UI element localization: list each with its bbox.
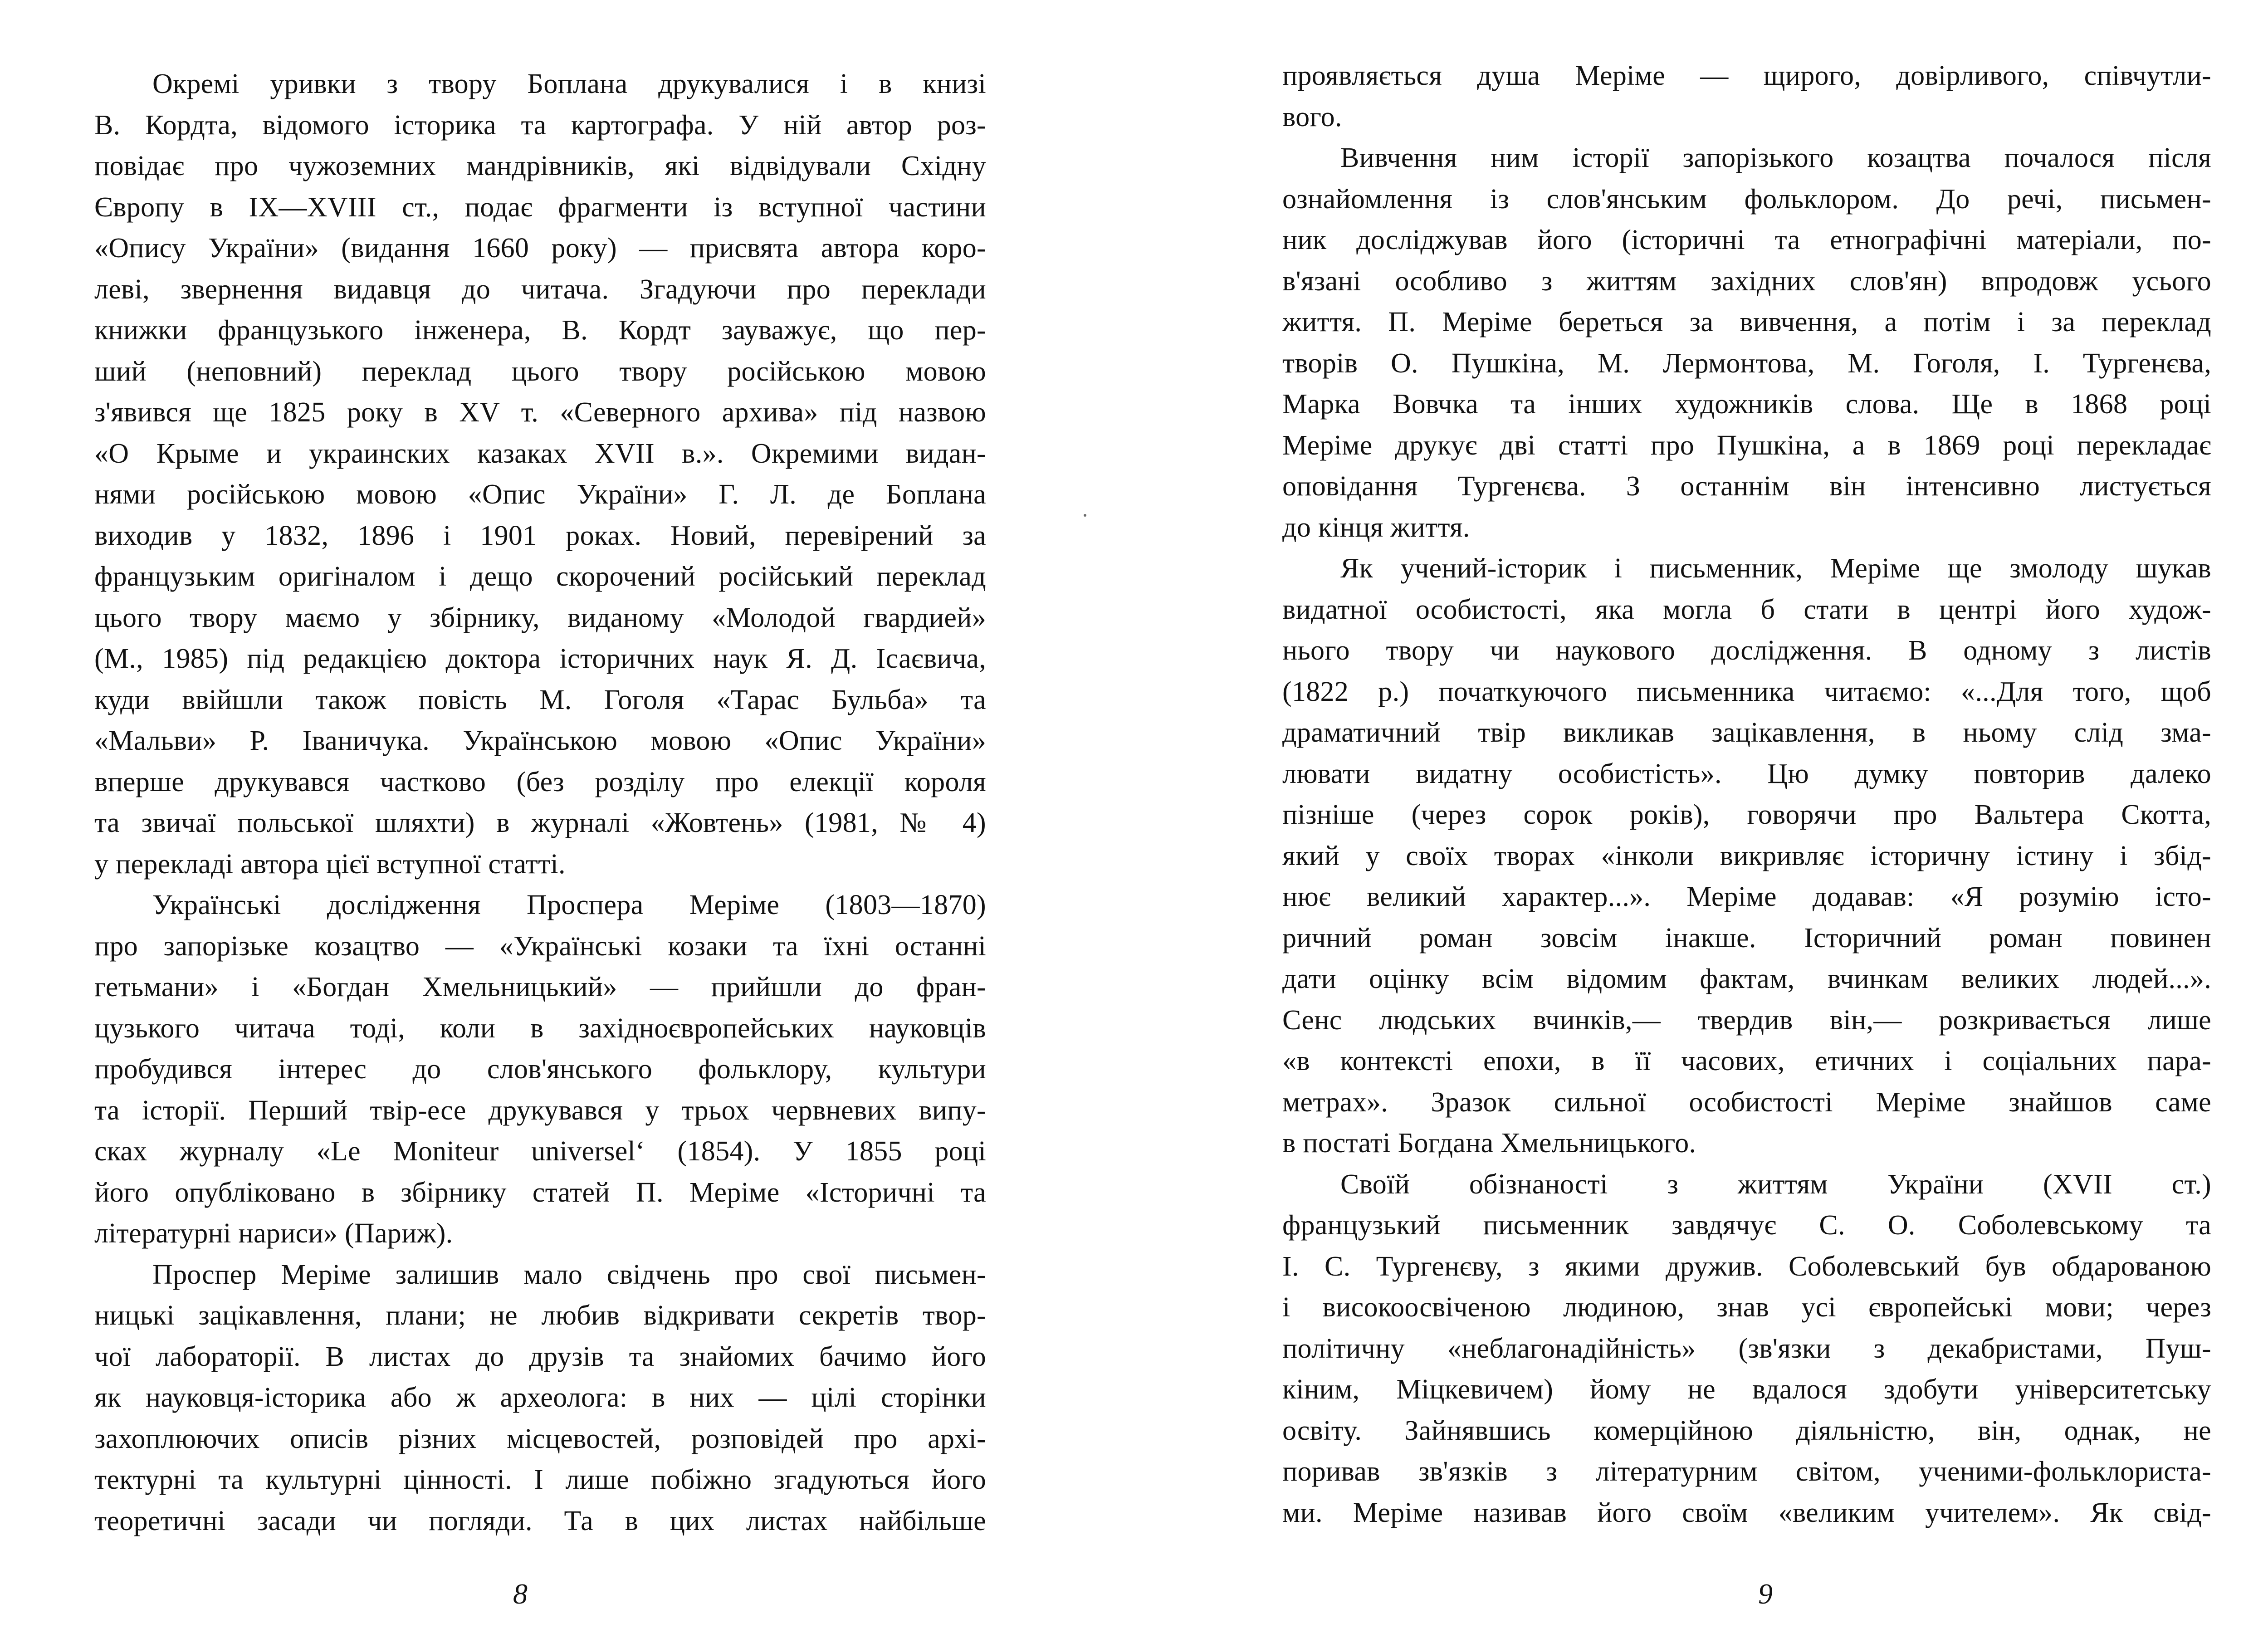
text-line: пробудився інтерес до слов'янського фольклору, культури	[94, 1054, 986, 1085]
page-number: 8	[513, 1578, 528, 1610]
page-number: 9	[1758, 1578, 1773, 1610]
text-line: леві, звернення видавця до читача. Згадуючи про переклади	[94, 274, 986, 305]
paragraph	[1282, 55, 2211, 137]
text-line: (1822 р.) початкуючого письменника читаємо: «...Для того, щоб	[1282, 676, 2211, 707]
text-line: Як учений-історик і письменник, Меріме ще змолоду шукав	[1340, 553, 2211, 584]
left-page-text	[94, 64, 986, 1541]
text-line: видатної особистості, яка могла б стати в центрі його худож-	[1282, 594, 2211, 625]
text-line: «Мальви» Р. Іваничука. Українською мовою «Опис України»	[94, 725, 986, 756]
paragraph	[1282, 137, 2211, 548]
text-line: з'явився ще 1825 року в XV т. «Северного архива» під назвою	[94, 397, 986, 428]
text-line: ший (неповний) переклад цього твору російською мовою	[94, 356, 986, 387]
text-line: французьким оригіналом і дещо скорочений російський переклад	[94, 561, 986, 592]
text-line: його опубліковано в збірнику статей П. Меріме «Історичні та	[94, 1177, 986, 1208]
text-line: освіту. Зайнявшись комерційною діяльністю, він, однак, не	[1282, 1415, 2211, 1446]
text-line: Проспер Меріме залишив мало свідчень про свої письмен-	[152, 1259, 986, 1290]
text-line: ник досліджував його (історичні та етнографічні матеріали, по-	[1282, 225, 2211, 255]
text-line: метрах». Зразок сильної особистості Меріме знайшов саме	[1282, 1086, 2211, 1118]
text-line: захоплюючих описів різних місцевостей, розповідей про архі-	[94, 1423, 986, 1454]
text-line: і високоосвіченою людиною, знав усі європейські мови; через	[1282, 1292, 2211, 1323]
text-line: ознайомлення із слов'янським фольклором. До речі, письмен-	[1282, 183, 2211, 215]
text-line: чої лабораторії. В листах до друзів та знайомих бачимо його	[94, 1341, 986, 1372]
text-line: Українські дослідження Проспера Меріме (1803—1870)	[152, 890, 986, 920]
text-line: цього твору маємо у збірнику, виданому «Молодой гвардией»	[94, 602, 986, 633]
paragraph	[1282, 1164, 2211, 1534]
text-line: який у своїх творах «інколи викривляє історичну істину і збід-	[1282, 840, 2211, 871]
text-line: «О Крыме и украинских казаках XVII в.». Окремими видан-	[94, 438, 986, 469]
text-line: Окремі уривки з твору Боплана друкувалися і в книзі	[152, 68, 986, 99]
text-line: життя. П. Меріме береться за вивчення, а потім і за переклад	[1282, 307, 2211, 337]
paragraph	[94, 1254, 986, 1542]
text-line: ницькі зацікавлення, плани; не любив відкривати секретів твор-	[94, 1300, 986, 1331]
text-line: як науковця-історика або ж археолога: в них — цілі сторінки	[94, 1382, 986, 1413]
text-line: книжки французького інженера, В. Кордт зауважує, що пер-	[94, 315, 986, 346]
text-line: лювати видатну особистість». Цю думку повторив далеко	[1282, 758, 2211, 789]
paragraph	[94, 64, 986, 885]
text-line: нями російською мовою «Опис України» Г. Л. де Боплана	[94, 479, 986, 510]
text-line: в постаті Богдана Хмельницького.	[1282, 1128, 1696, 1159]
text-line: (М., 1985) під редакцією доктора історичних наук Я. Д. Ісаєвича,	[94, 643, 986, 674]
text-line: ричний роман зовсім інакше. Історичний роман повинен	[1282, 922, 2211, 954]
text-line: творів О. Пушкіна, М. Лермонтова, М. Гоголя, І. Тургенєва,	[1282, 347, 2211, 379]
text-line: літературні нариси» (Париж).	[94, 1218, 453, 1249]
text-line: драматичний твір викликав зацікавлення, в ньому слід зма-	[1282, 717, 2211, 748]
text-line: гетьмани» і «Богдан Хмельницький» — прийшли до фран-	[94, 972, 986, 1002]
text-line: французький письменник завдячує С. О. Соболевському та	[1282, 1210, 2211, 1241]
text-line: І. С. Тургенєву, з якими дружив. Соболевський був обдарованою	[1282, 1251, 2211, 1282]
text-line: та звичаї польської шляхти) в журналі «Жовтень» (1981, № 4)	[94, 807, 986, 838]
text-line: тектурні та культурні цінності. І лише побіжно згадуються його	[94, 1464, 986, 1495]
text-line: кіним, Міцкевичем) йому не вдалося здобути університетську	[1282, 1374, 2211, 1405]
text-line: поривав зв'язків з літературним світом, ученими-фольклориста-	[1282, 1456, 2211, 1487]
right-page	[1156, 0, 2268, 1643]
text-line: вого.	[1282, 101, 1342, 132]
text-line: Марка Вовчка та інших художників слова. Ще в 1868 році	[1282, 389, 2211, 420]
text-line: в'язані особливо з життям західних слов'ян) впродовж усього	[1282, 265, 2211, 297]
right-page-text	[1282, 55, 2211, 1533]
text-line: вперше друкувався частково (без розділу про елекції короля	[94, 766, 986, 797]
text-line: куди ввійшли також повість М. Гоголя «Тарас Бульба» та	[94, 684, 986, 715]
text-line: «Опису України» (видання 1660 року) — присвята автора коро-	[94, 233, 986, 264]
paragraph	[1282, 548, 2211, 1164]
text-line: та історії. Перший твір-есе друкувався у трьох червневих випу-	[94, 1095, 986, 1126]
text-line: Вивчення ним історії запорізького козацтва почалося після	[1340, 142, 2211, 173]
text-line: нього твору чи наукового дослідження. В одному з листів	[1282, 635, 2211, 666]
text-line: політичну «неблагонадійність» (зв'язки з декабристами, Пуш-	[1282, 1333, 2211, 1364]
text-line: В. Кордта, відомого історика та картографа. У ній автор роз-	[94, 109, 986, 141]
text-line: проявляється душа Меріме — щирого, довірливого, співчутли-	[1282, 60, 2211, 91]
text-line: нює великий характер...». Меріме додавав: «Я розумію істо-	[1282, 881, 2211, 912]
text-line: пізніше (через сорок років), говорячи про Вальтера Скотта,	[1282, 799, 2211, 830]
text-line: «в контексті епохи, в її часових, етичних і соціальних пара-	[1282, 1046, 2211, 1076]
text-line: ми. Меріме називав його своїм «великим учителем». Як свід-	[1282, 1497, 2211, 1528]
text-line: оповідання Тургенєва. З останнім він інтенсивно листується	[1282, 471, 2211, 502]
text-line: Європу в IX—XVIII ст., подає фрагменти із вступної частини	[94, 191, 986, 223]
text-line: цузького читача тоді, коли в західноєвропейських науковців	[94, 1012, 986, 1044]
text-line: повідає про чужоземних мандрівників, які відвідували Східну	[94, 151, 986, 181]
print-speck	[1084, 514, 1086, 517]
text-line: про запорізьке козацтво — «Українські козаки та їхні останні	[94, 930, 986, 962]
text-line: Сенс людських вчинків,— твердив він,— розкривається лише	[1282, 1004, 2211, 1036]
text-line: Меріме друкує дві статті про Пушкіна, а в 1869 році перекладає	[1282, 430, 2211, 461]
text-line: сках журналу «Le Moniteur universel‘ (1854). У 1855 році	[94, 1136, 986, 1167]
text-line: теоретичні засади чи погляди. Та в цих листах найбільше	[94, 1505, 986, 1536]
text-line: Своїй обізнаності з життям України (XVII ст.)	[1340, 1169, 2211, 1200]
text-line: до кінця життя.	[1282, 512, 1470, 543]
text-line: виходив у 1832, 1896 і 1901 роках. Новий, перевірений за	[94, 520, 986, 551]
paragraph	[94, 885, 986, 1254]
text-line: у перекладі автора цієї вступної статті.	[94, 848, 566, 880]
text-line: дати оцінку всім відомим фактам, вчинкам великих людей...».	[1282, 963, 2211, 994]
